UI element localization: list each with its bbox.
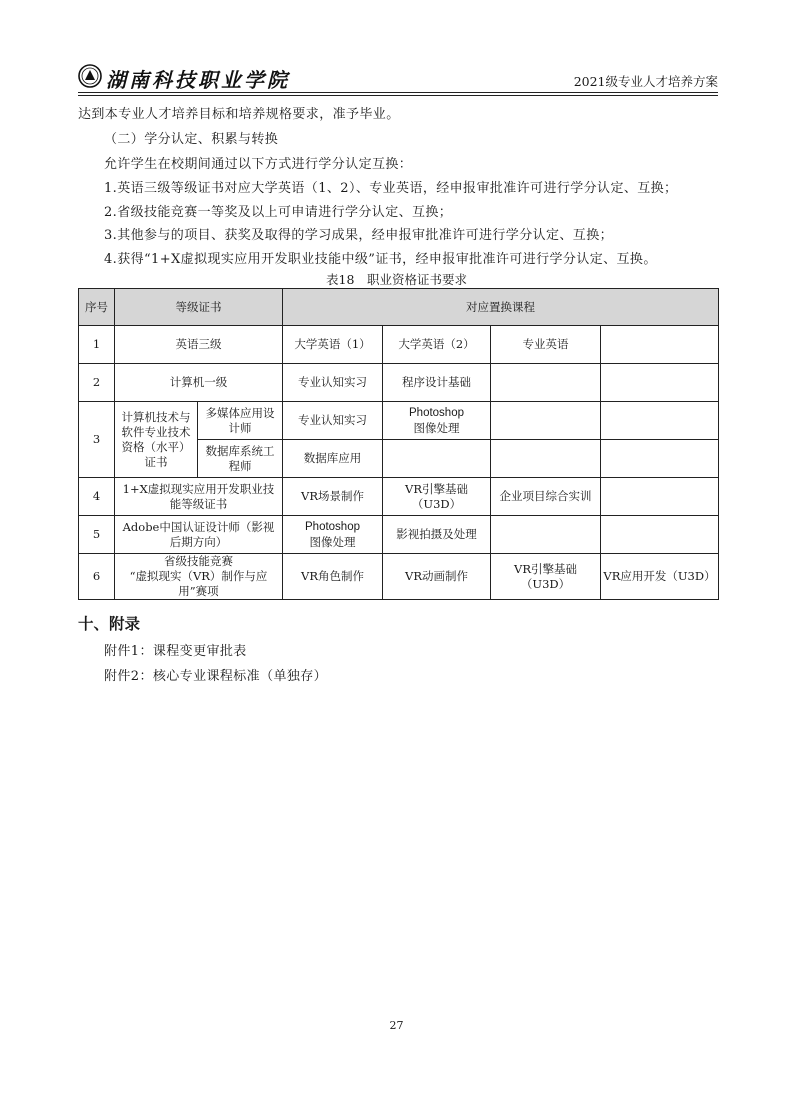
row-course <box>491 440 601 478</box>
certificate-table <box>78 288 719 600</box>
row-course: 专业英语 <box>491 326 601 364</box>
row-course <box>601 478 719 516</box>
row-course: 专业认知实习 <box>283 402 383 440</box>
list-item: 1.英语三级等级证书对应大学英语（1、2）、专业英语，经申报审批准许可进行学分认定、互换； <box>104 181 678 196</box>
table-row <box>79 364 719 402</box>
row-cert: 1+X虚拟现实应用开发职业技能等级证书 <box>115 478 283 516</box>
row-no: 3 <box>79 402 115 478</box>
table-caption: 表18 职业资格证书要求 <box>326 272 467 287</box>
row-course <box>601 326 719 364</box>
header-cert: 等级证书 <box>115 289 283 326</box>
row-subcert: 多媒体应用设计师 <box>198 402 283 440</box>
intro-text: 允许学生在校期间通过以下方式进行学分认定互换： <box>104 157 413 172</box>
row-course: VR场景制作 <box>283 478 383 516</box>
header-divider <box>78 92 718 93</box>
table-row <box>79 326 719 364</box>
row-course: 大学英语（2） <box>383 326 491 364</box>
list-item: 2.省级技能竞赛一等奖及以上可申请进行学分认定、互换； <box>104 205 453 220</box>
row-cert: Adobe中国认证设计师（影视后期方向） <box>115 516 283 554</box>
course-line: Photoshop <box>305 520 360 533</box>
paragraph-line: 达到本专业人才培养目标和培养规格要求，准予毕业。 <box>78 107 400 122</box>
page-header <box>78 62 718 92</box>
row-course <box>383 402 491 440</box>
course-line: Photoshop <box>409 406 464 419</box>
row-course: 程序设计基础 <box>383 364 491 402</box>
row-course <box>491 364 601 402</box>
header-courses: 对应置换课程 <box>283 289 719 326</box>
table-row <box>79 516 719 554</box>
row-course: VR动画制作 <box>383 554 491 600</box>
row-course <box>601 516 719 554</box>
row-course <box>601 402 719 440</box>
cert-line: “虚拟现实（VR）制作与应用”赛项 <box>129 569 268 598</box>
header-divider-thin <box>78 95 718 96</box>
page-number: 27 <box>389 1019 404 1032</box>
row-course: 大学英语（1） <box>283 326 383 364</box>
row-cert: 计算机技术与软件专业技术资格（水平）证书 <box>115 402 198 478</box>
appendix-item: 附件1：课程变更审批表 <box>104 644 247 659</box>
row-course <box>383 440 491 478</box>
row-course: 企业项目综合实训 <box>491 478 601 516</box>
row-course: 数据库应用 <box>283 440 383 478</box>
document-title: 2021级专业人才培养方案 <box>573 74 718 89</box>
row-no: 4 <box>79 478 115 516</box>
row-course <box>601 440 719 478</box>
row-no: 6 <box>79 554 115 600</box>
appendix-title: 十、附录 <box>78 615 141 633</box>
appendix-item: 附件2：核心专业课程标准（单独存） <box>104 669 328 684</box>
table-header-row <box>79 289 719 326</box>
table-row <box>79 554 719 600</box>
row-course <box>601 364 719 402</box>
row-cert <box>115 554 283 600</box>
row-no: 1 <box>79 326 115 364</box>
subheading: （二）学分认定、积累与转换 <box>104 132 279 147</box>
cert-line: 省级技能竞赛 <box>164 554 233 568</box>
course-line: 图像处理 <box>413 420 460 435</box>
school-emblem-icon <box>78 64 102 88</box>
row-course <box>491 516 601 554</box>
header-no: 序号 <box>79 289 115 326</box>
list-item: 3.其他参与的项目、获奖及取得的学习成果，经申报审批准许可进行学分认定、互换； <box>104 228 614 243</box>
row-course: VR引擎基础（U3D） <box>491 554 601 600</box>
table-row <box>79 402 719 440</box>
list-item: 4.获得“1+X虚拟现实应用开发职业技能中级”证书，经申报审批准许可进行学分认定、互换。 <box>104 252 657 267</box>
row-course: VR角色制作 <box>283 554 383 600</box>
table-row <box>79 478 719 516</box>
row-cert: 计算机一级 <box>115 364 283 402</box>
row-course <box>491 402 601 440</box>
row-course: 影视拍摄及处理 <box>383 516 491 554</box>
school-name: 湖南科技职业学院 <box>106 68 290 92</box>
row-no: 2 <box>79 364 115 402</box>
row-cert: 英语三级 <box>115 326 283 364</box>
row-course <box>283 516 383 554</box>
row-subcert: 数据库系统工程师 <box>198 440 283 478</box>
course-line: 图像处理 <box>309 534 356 549</box>
row-no: 5 <box>79 516 115 554</box>
row-course: VR引擎基础（U3D） <box>383 478 491 516</box>
row-course: 专业认知实习 <box>283 364 383 402</box>
row-course: VR应用开发（U3D） <box>601 554 719 600</box>
